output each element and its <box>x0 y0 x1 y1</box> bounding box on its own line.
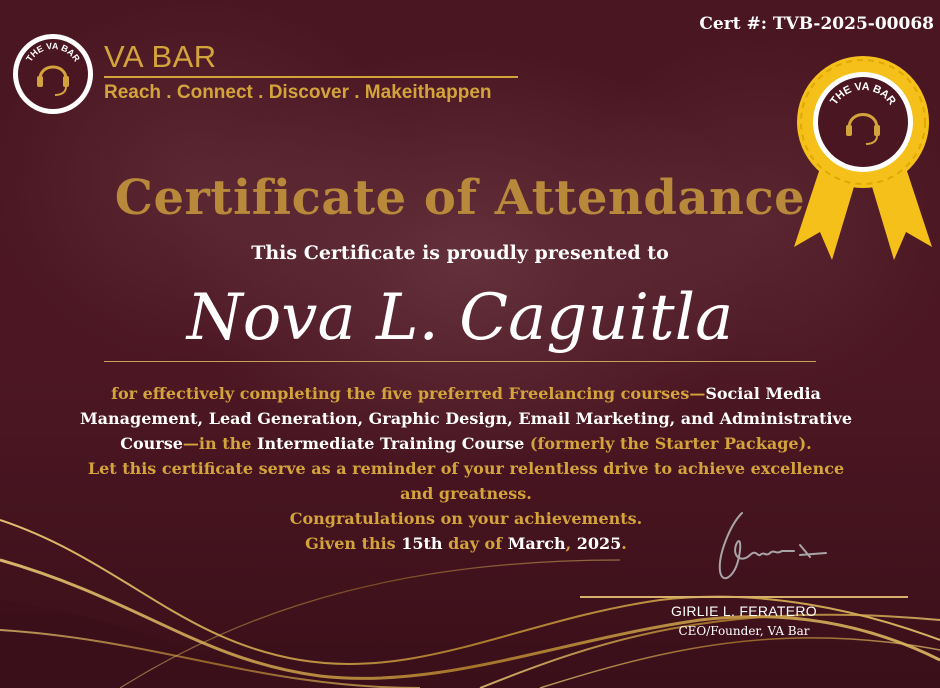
courses-list: Social Media Management, Lead Generation, Graphic Design, Email Marketing, and Administrative Course <box>79 384 853 453</box>
body-text: , <box>565 534 577 553</box>
body-text: Given this <box>305 534 402 553</box>
brand-block <box>104 40 518 104</box>
signer-name: GIRLIE L. FERATERO <box>671 603 817 619</box>
date-month: March <box>507 534 566 553</box>
logo-text: THE VA BAR <box>24 40 82 64</box>
brand-name: VA BAR <box>104 39 217 74</box>
recipient-name: Nova L. Caguitla <box>186 281 734 355</box>
body-text: . <box>621 534 627 553</box>
date-year: 2025 <box>576 534 622 553</box>
signature-line <box>580 596 908 598</box>
body-text: (formerly the Starter Package). <box>524 434 812 453</box>
body-text: for effectively completing the five preferred Freelancing courses— <box>111 384 706 403</box>
date-day: 15th <box>401 534 443 553</box>
rosette-logo-text: THE VA BAR <box>828 80 898 108</box>
signer-title: CEO/Founder, VA Bar <box>678 624 810 638</box>
recipient-underline <box>104 361 816 362</box>
brand-tagline: Reach . Connect . Discover . Makeithappen <box>104 82 492 103</box>
body-text: —in the <box>182 434 257 453</box>
congratulations-statement: Congratulations on your achievements. <box>289 509 643 528</box>
brand-divider <box>104 76 518 78</box>
certificate-title: Certificate of Attendance <box>114 170 806 226</box>
completion-statement <box>70 381 862 456</box>
body-text: day of <box>442 534 508 553</box>
training-course-name: Intermediate Training Course <box>256 434 525 453</box>
reminder-statement: Let this certificate serve as a reminder of your relentless drive to achieve excellence and greatness. <box>87 459 845 503</box>
certificate-number: Cert #: TVB-2025-00068 <box>699 14 934 34</box>
va-bar-logo <box>12 33 94 115</box>
signature-scribble <box>700 505 830 599</box>
presented-to-text: This Certificate is proudly presented to <box>251 242 669 264</box>
